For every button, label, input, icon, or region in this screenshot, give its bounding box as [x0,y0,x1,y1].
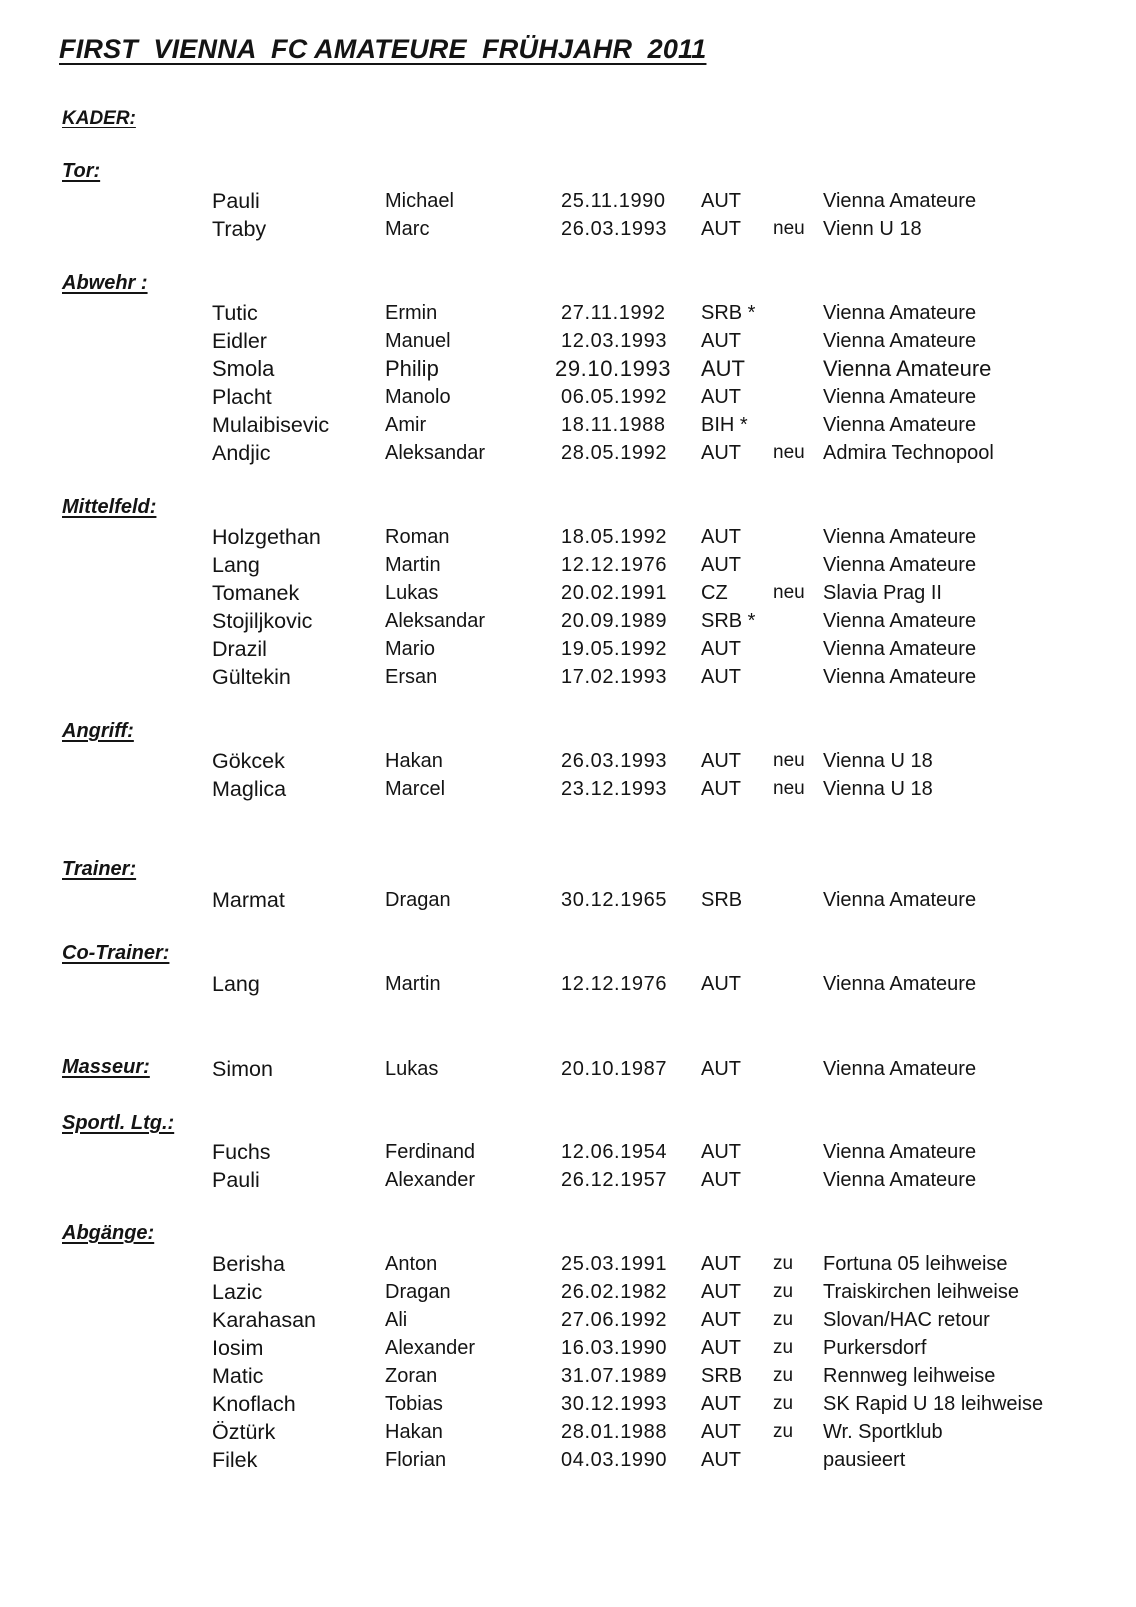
nationality: AUT [701,1281,741,1303]
birth-date: 26.03.1993 [561,218,668,240]
nationality: AUT [701,1169,741,1191]
nationality: AUT [701,973,741,995]
club: Vienna Amateure [823,386,977,408]
nationality: AUT [701,666,741,688]
club: Vienna U 18 [823,778,933,800]
birth-date: 18.05.1992 [561,526,668,548]
birth-date: 04.03.1990 [561,1449,668,1471]
player-row [0,579,1136,607]
birth-date: 20.02.1991 [561,582,668,604]
first-name: Hakan [385,750,443,772]
club: Fortuna 05 leihweise [823,1253,1008,1275]
birth-date: 06.05.1992 [561,386,668,408]
player-row [0,355,1136,383]
first-name: Alexander [385,1169,476,1191]
birth-date: 12.03.1993 [561,330,668,352]
section-label: Tor: [62,160,101,182]
nationality: SRB * [701,610,756,632]
club: Purkersdorf [823,1337,927,1359]
player-row [0,775,1136,803]
birth-date: 17.02.1993 [561,666,668,688]
section-label: Masseur: [62,1056,150,1078]
last-name: Lazic [212,1280,263,1304]
last-name: Fuchs [212,1140,271,1164]
birth-date: 25.11.1990 [561,190,666,212]
status-note: neu [773,218,805,239]
first-name: Manolo [385,386,451,408]
club: Vienna Amateure [823,1141,977,1163]
birth-date: 20.09.1989 [561,610,668,632]
first-name: Zoran [385,1365,438,1387]
club: Vienna Amateure [823,356,992,381]
player-row [0,663,1136,691]
first-name: Hakan [385,1421,443,1443]
birth-date: 23.12.1993 [561,778,668,800]
last-name: Smola [212,356,275,381]
first-name: Ferdinand [385,1141,476,1163]
club: Vienna Amateure [823,610,977,632]
last-name: Pauli [212,1168,260,1192]
last-name: Gültekin [212,665,291,689]
club: SK Rapid U 18 leihweise [823,1393,1044,1415]
player-row [0,1278,1136,1306]
player-row [0,1334,1136,1362]
status-note: zu [773,1309,794,1330]
first-name: Martin [385,973,441,995]
club: Slovan/HAC retour [823,1309,990,1331]
player-row [0,1166,1136,1194]
last-name: Filek [212,1448,258,1472]
last-name: Karahasan [212,1308,316,1332]
club: Vienna Amateure [823,330,977,352]
last-name: Eidler [212,329,267,353]
last-name: Traby [212,217,267,241]
birth-date: 26.12.1957 [561,1169,668,1191]
player-row [0,747,1136,775]
first-name: Philip [385,356,439,381]
club: Admira Technopool [823,442,994,464]
status-note: neu [773,582,805,603]
section-label: Angriff: [62,720,134,742]
nationality: CZ [701,582,728,604]
club: Vienna Amateure [823,190,977,212]
nationality: AUT [701,386,741,408]
first-name: Marcel [385,778,446,800]
last-name: Gökcek [212,749,285,773]
status-note: zu [773,1421,794,1442]
nationality: AUT [701,554,741,576]
status-note: zu [773,1393,794,1414]
birth-date: 28.01.1988 [561,1421,668,1443]
player-row [0,327,1136,355]
last-name: Simon [212,1057,273,1081]
birth-date: 20.10.1987 [561,1058,668,1080]
first-name: Dragan [385,1281,451,1303]
club: Vienna Amateure [823,414,977,436]
first-name: Tobias [385,1393,443,1415]
status-note: neu [773,750,805,771]
nationality: SRB [701,1365,743,1387]
first-name: Manuel [385,330,451,352]
birth-date: 27.06.1992 [561,1309,668,1331]
club: Vienna Amateure [823,666,977,688]
first-name: Aleksandar [385,610,486,632]
player-row [0,523,1136,551]
status-note: neu [773,778,805,799]
nationality: AUT [701,218,741,240]
player-row [0,411,1136,439]
player-row [0,439,1136,467]
first-name: Lukas [385,1058,439,1080]
first-name: Amir [385,414,427,436]
birth-date: 16.03.1990 [561,1337,668,1359]
club: Vienna Amateure [823,889,977,911]
first-name: Lukas [385,582,439,604]
player-row [0,635,1136,663]
last-name: Iosim [212,1336,264,1360]
player-row [0,1362,1136,1390]
last-name: Holzgethan [212,525,321,549]
section-label: Mittelfeld: [62,496,157,518]
club: Vienna Amateure [823,1058,977,1080]
last-name: Matic [212,1364,264,1388]
birth-date: 29.10.1993 [555,356,672,381]
club: Vienna Amateure [823,526,977,548]
club: Vienna Amateure [823,554,977,576]
status-note: zu [773,1281,794,1302]
club: Vienna Amateure [823,973,977,995]
first-name: Roman [385,526,450,548]
player-row [0,215,1136,243]
status-note: zu [773,1337,794,1358]
nationality: AUT [701,330,741,352]
player-row [0,187,1136,215]
player-row [0,1138,1136,1166]
last-name: Tomanek [212,581,300,605]
first-name: Marc [385,218,430,240]
first-name: Alexander [385,1337,476,1359]
nationality: AUT [701,190,741,212]
birth-date: 12.12.1976 [561,554,668,576]
club: Vienna Amateure [823,638,977,660]
nationality: BIH * [701,414,748,436]
nationality: AUT [701,356,745,381]
last-name: Maglica [212,777,287,801]
club: Rennweg leihweise [823,1365,996,1387]
squad-heading: KADER: [62,108,136,129]
player-row [0,299,1136,327]
nationality: AUT [701,1058,741,1080]
nationality: AUT [701,1421,741,1443]
last-name: Tutic [212,301,258,325]
last-name: Öztürk [212,1420,276,1444]
last-name: Pauli [212,189,260,213]
last-name: Lang [212,972,260,996]
club: Slavia Prag II [823,582,942,604]
nationality: AUT [701,778,741,800]
player-row [0,1250,1136,1278]
section-label: Abgänge: [62,1222,155,1244]
first-name: Florian [385,1449,447,1471]
birth-date: 12.06.1954 [561,1141,668,1163]
first-name: Anton [385,1253,438,1275]
nationality: AUT [701,750,741,772]
birth-date: 31.07.1989 [561,1365,668,1387]
club: Vienn U 18 [823,218,922,240]
birth-date: 28.05.1992 [561,442,668,464]
first-name: Ali [385,1309,408,1331]
player-row [0,1306,1136,1334]
birth-date: 18.11.1988 [561,414,666,436]
birth-date: 26.03.1993 [561,750,668,772]
nationality: AUT [701,1141,741,1163]
nationality: SRB * [701,302,756,324]
first-name: Michael [385,190,454,212]
player-row [0,970,1136,998]
birth-date: 30.12.1965 [561,889,668,911]
page-title: FIRST VIENNA FC AMATEURE FRÜHJAHR 2011 [59,34,707,64]
nationality: SRB [701,889,743,911]
player-row [0,886,1136,914]
birth-date: 30.12.1993 [561,1393,668,1415]
nationality: AUT [701,526,741,548]
nationality: AUT [701,442,741,464]
club: pausieert [823,1449,906,1471]
last-name: Marmat [212,888,285,912]
first-name: Ersan [385,666,438,688]
club: Vienna Amateure [823,302,977,324]
last-name: Lang [212,553,260,577]
birth-date: 26.02.1982 [561,1281,668,1303]
birth-date: 25.03.1991 [561,1253,668,1275]
section-label: Abwehr : [62,272,148,294]
section-label: Sportl. Ltg.: [62,1112,175,1134]
last-name: Mulaibisevic [212,413,330,437]
player-row [0,383,1136,411]
nationality: AUT [701,638,741,660]
nationality: AUT [701,1309,741,1331]
section-label: Co-Trainer: [62,942,170,964]
last-name: Andjic [212,441,271,465]
birth-date: 12.12.1976 [561,973,668,995]
first-name: Ermin [385,302,438,324]
first-name: Martin [385,554,441,576]
player-row [0,551,1136,579]
first-name: Mario [385,638,436,660]
player-row [0,607,1136,635]
nationality: AUT [701,1393,741,1415]
last-name: Berisha [212,1252,285,1276]
last-name: Stojiljkovic [212,609,313,633]
player-row [0,1418,1136,1446]
club: Traiskirchen leihweise [823,1281,1019,1303]
last-name: Drazil [212,637,267,661]
club: Wr. Sportklub [823,1421,943,1443]
birth-date: 27.11.1992 [561,302,666,324]
nationality: AUT [701,1449,741,1471]
club: Vienna Amateure [823,1169,977,1191]
club: Vienna U 18 [823,750,933,772]
first-name: Dragan [385,889,451,911]
last-name: Knoflach [212,1392,296,1416]
player-row [0,1446,1136,1474]
status-note: zu [773,1253,794,1274]
birth-date: 19.05.1992 [561,638,668,660]
last-name: Placht [212,385,272,409]
status-note: neu [773,442,805,463]
nationality: AUT [701,1337,741,1359]
status-note: zu [773,1365,794,1386]
section-label: Trainer: [62,858,137,880]
player-row [0,1390,1136,1418]
first-name: Aleksandar [385,442,486,464]
nationality: AUT [701,1253,741,1275]
player-row [0,1055,1136,1083]
